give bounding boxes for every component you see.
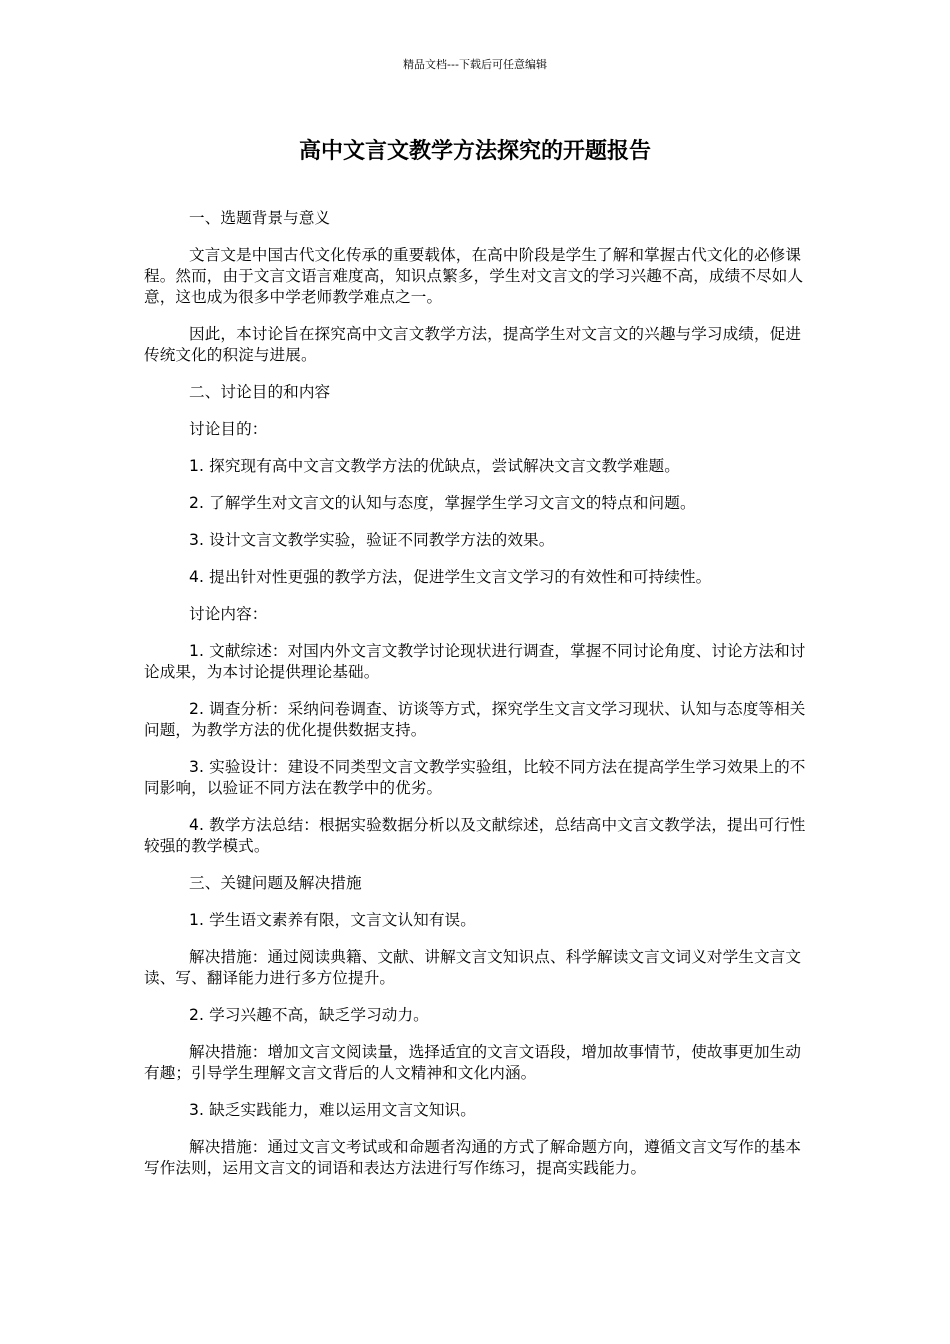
- goal-item: 3. 设计文言文教学实验，验证不同教学方法的效果。: [189, 531, 555, 549]
- solution-item: 解决措施：通过阅读典籍、文献、讲解文言文知识点、科学解读文言文词义对学生文言文读、写、翻译能力进行多方位提升。: [144, 948, 802, 987]
- section-heading-background: 一、选题背景与意义: [189, 209, 331, 227]
- content-item: 3. 实验设计：建设不同类型文言文教学实验组，比较不同方法在提高学生学习效果上的不同影响，以验证不同方法在教学中的优劣。: [144, 758, 806, 797]
- goal-item: 2. 了解学生对文言文的认知与态度，掌握学生学习文言文的特点和问题。: [189, 494, 696, 512]
- solution-item: 解决措施：增加文言文阅读量，选择适宜的文言文语段，增加故事情节，使故事更加生动有趣；引导学生理解文言文背后的人文精神和文化内涵。: [144, 1043, 802, 1082]
- content-item: 2. 调查分析：采纳问卷调查、访谈等方式，探究学生文言文学习现状、认知与态度等相关问题，为教学方法的优化提供数据支持。: [144, 700, 806, 739]
- issue-item: 3. 缺乏实践能力，难以运用文言文知识。: [189, 1101, 476, 1119]
- page-header: 精品文档---下载后可任意编辑: [403, 58, 547, 71]
- goal-item: 4. 提出针对性更强的教学方法，促进学生文言文学习的有效性和可持续性。: [189, 568, 712, 586]
- content-item: 4. 教学方法总结：根据实验数据分析以及文献综述，总结高中文言文教学法，提出可行性较强的教学模式。: [144, 816, 806, 855]
- paragraph-purpose-summary: 因此，本讨论旨在探究高中文言文教学方法，提高学生对文言文的兴趣与学习成绩，促进传统文化的积淀与进展。: [144, 325, 802, 364]
- document-body: [144, 208, 806, 1195]
- solution-item: 解决措施：通过文言文考试或和命题者沟通的方式了解命题方向，遵循文言文写作的基本写作法则，运用文言文的词语和表达方法进行写作练习，提高实践能力。: [144, 1138, 802, 1177]
- section-heading-goals: 二、讨论目的和内容: [189, 383, 331, 401]
- issue-item: 2. 学习兴趣不高，缺乏学习动力。: [189, 1006, 429, 1024]
- paragraph-background: 文言文是中国古代文化传承的重要载体，在高中阶段是学生了解和掌握古代文化的必修课程。然而，由于文言文语言难度高，知识点繁多，学生对文言文的学习兴趣不高，成绩不尽如人意，这也成为很多中学老师教学难点之一。: [144, 246, 804, 306]
- subheading-goals: 讨论目的：: [189, 420, 268, 438]
- goal-item: 1. 探究现有高中文言文教学方法的优缺点，尝试解决文言文教学难题。: [189, 457, 680, 475]
- section-heading-key-issues: 三、关键问题及解决措施: [189, 874, 362, 892]
- content-item: 1. 文献综述：对国内外文言文教学讨论现状进行调查，掌握不同讨论角度、讨论方法和讨论成果，为本讨论提供理论基础。: [144, 642, 806, 681]
- subheading-content: 讨论内容：: [189, 605, 268, 623]
- document-title: 高中文言文教学方法探究的开题报告: [298, 139, 651, 164]
- issue-item: 1. 学生语文素养有限，文言文认知有误。: [189, 911, 476, 929]
